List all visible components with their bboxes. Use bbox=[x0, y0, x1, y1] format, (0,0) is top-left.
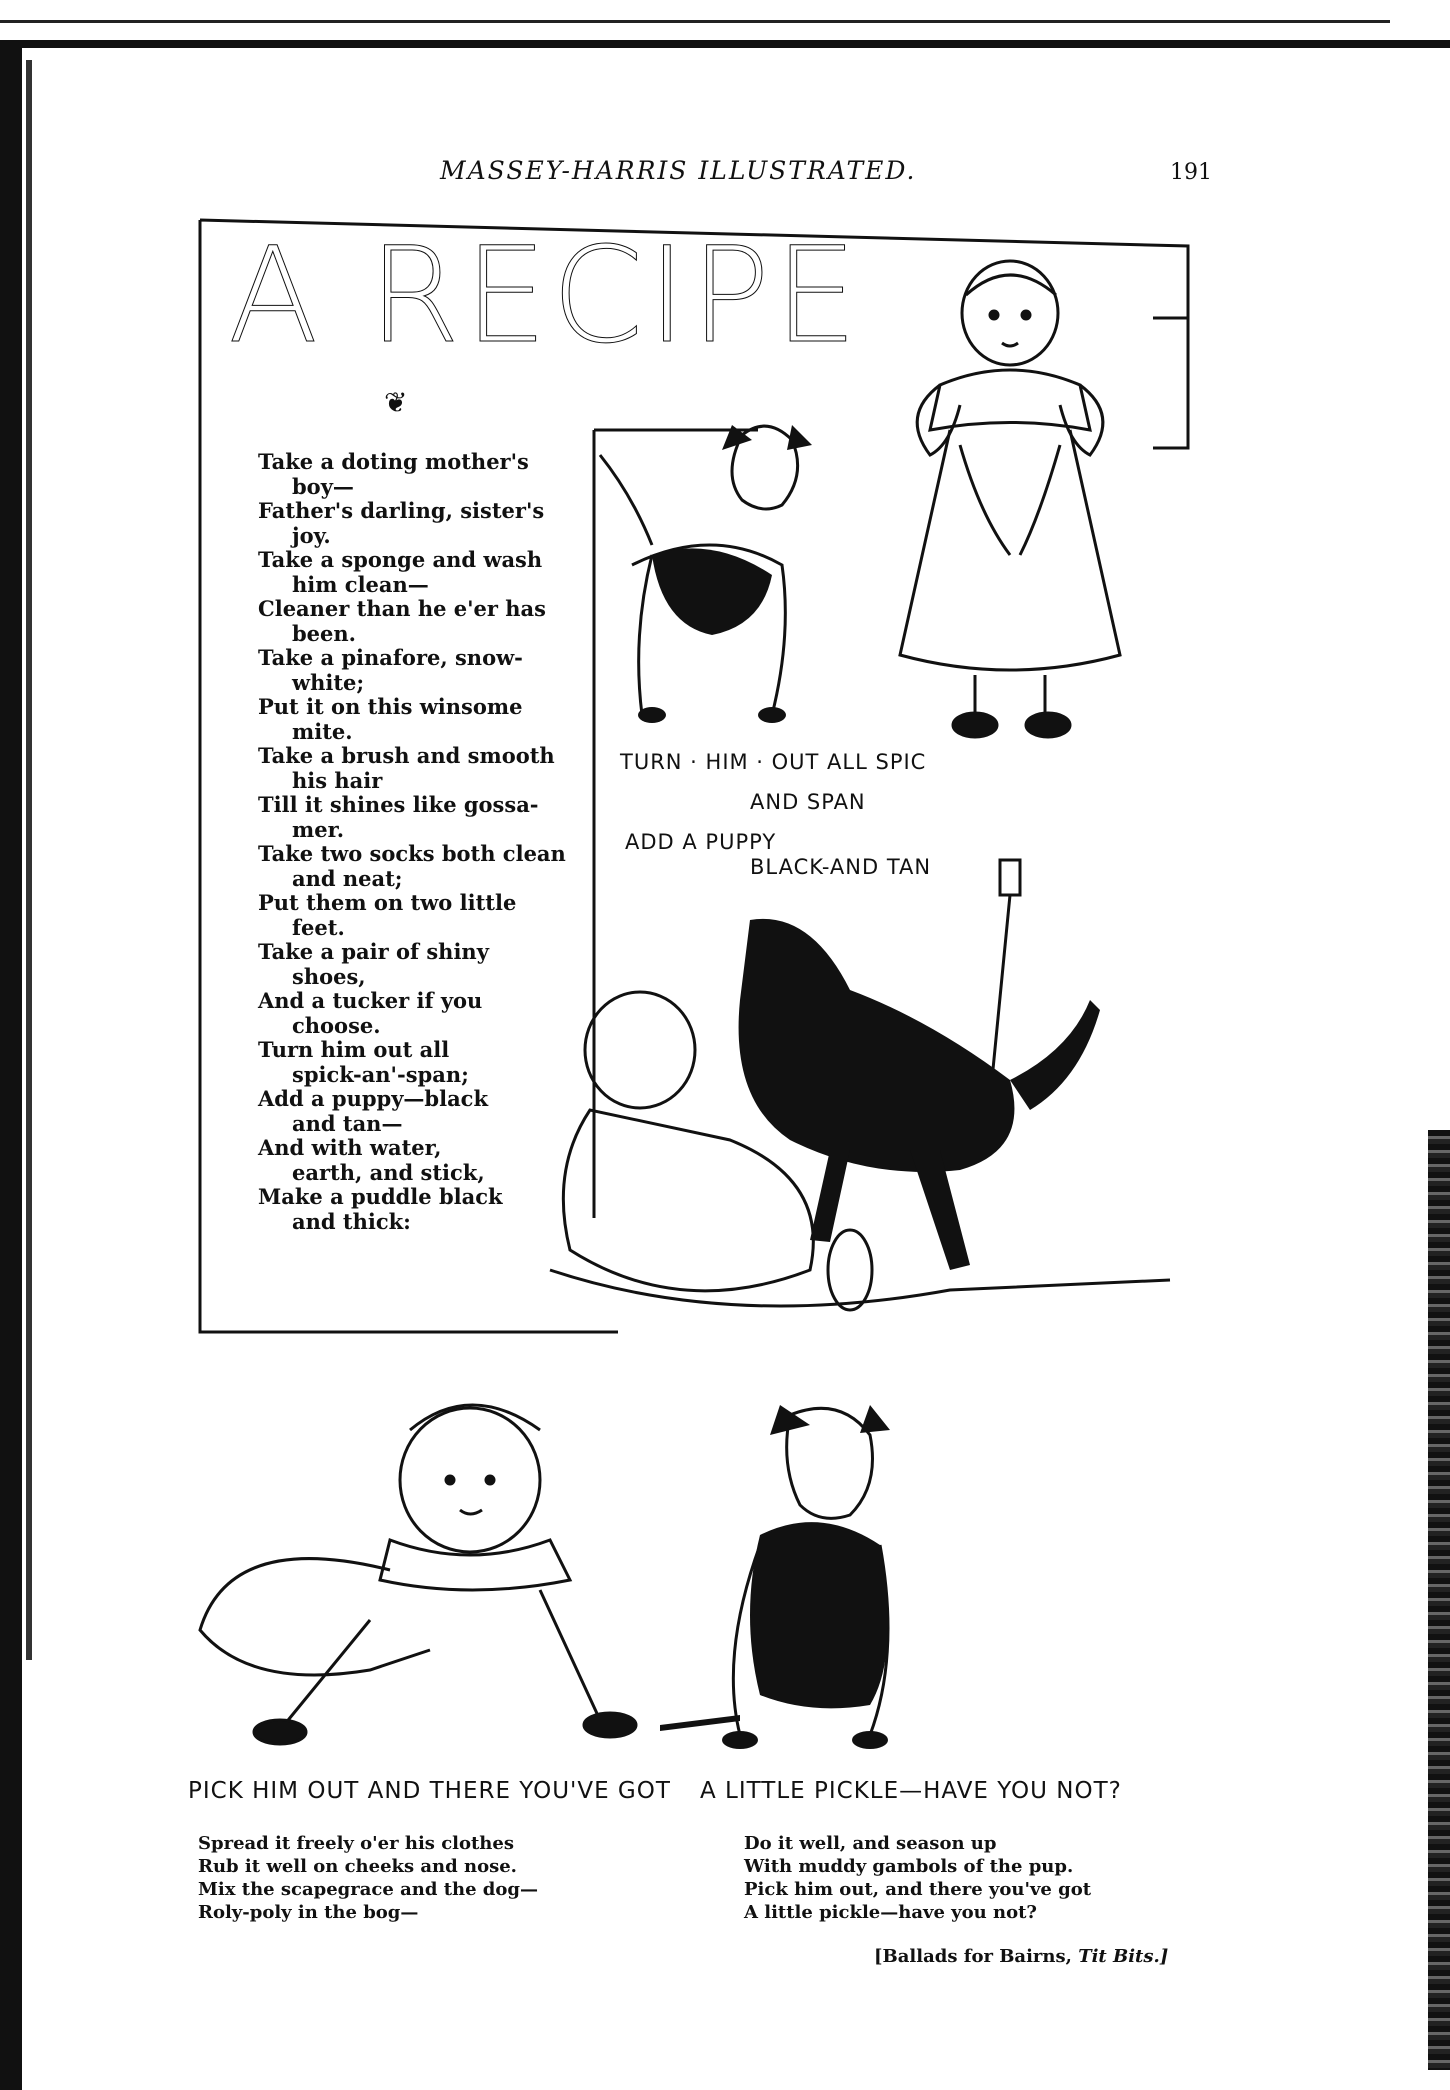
poem-line: been. bbox=[292, 620, 356, 646]
poem-line: feet. bbox=[292, 914, 345, 940]
poem-line: mer. bbox=[292, 816, 345, 842]
poem-line: Make a puddle black bbox=[258, 1184, 503, 1209]
stanza-line: With muddy gambols of the pup. bbox=[744, 1856, 1074, 1877]
illustration-label-line1: TURN · HIM · OUT ALL SPIC bbox=[620, 750, 927, 774]
poem-line: boy— bbox=[292, 473, 354, 499]
page-number: 191 bbox=[1170, 160, 1212, 185]
stanza-line: Do it well, and season up bbox=[744, 1833, 997, 1854]
poem-line: Turn him out all bbox=[258, 1037, 450, 1062]
poem-line: and tan— bbox=[292, 1110, 403, 1136]
left-scan-shadow bbox=[26, 60, 32, 1660]
poem-line: Take a pinafore, snow- bbox=[258, 645, 523, 670]
poem-line: spick-an'-span; bbox=[292, 1061, 469, 1087]
poem-line: And with water, bbox=[258, 1135, 442, 1160]
poem-line: shoes, bbox=[292, 963, 366, 989]
stanza-line: Roly-poly in the bog— bbox=[198, 1902, 419, 1923]
poem-line: Take a pair of shiny bbox=[258, 939, 489, 964]
top-scan-rule bbox=[0, 20, 1390, 23]
running-header-title: MASSEY-HARRIS ILLUSTRATED. bbox=[440, 156, 917, 185]
credit-prefix: [Ballads for Bairns, bbox=[874, 1946, 1072, 1967]
poem-line: earth, and stick, bbox=[292, 1159, 485, 1185]
poem-line: mite. bbox=[292, 718, 353, 744]
poem-line: white; bbox=[292, 669, 365, 695]
caption-right: A LITTLE PICKLE—HAVE YOU NOT? bbox=[700, 1778, 1122, 1804]
stanza-line: A little pickle—have you not? bbox=[744, 1902, 1037, 1923]
top-border-rule bbox=[0, 40, 1450, 48]
illustration-label-line4: BLACK-AND TAN bbox=[750, 855, 932, 879]
credit-source: Tit Bits.] bbox=[1078, 1946, 1169, 1967]
poem-line: Add a puppy—black bbox=[258, 1086, 489, 1111]
crawling-child-illustration bbox=[170, 1370, 640, 1750]
caption-left: PICK HIM OUT AND THERE YOU'VE GOT bbox=[188, 1778, 671, 1804]
stanza-line: Rub it well on cheeks and nose. bbox=[198, 1856, 517, 1877]
poem-line: joy. bbox=[292, 522, 331, 548]
poem-line: Put them on two little bbox=[258, 890, 517, 915]
fleuron-ornament: ❦ bbox=[384, 386, 408, 419]
recipe-heading: A RECIPE bbox=[228, 219, 862, 373]
stanza-line: Spread it freely o'er his clothes bbox=[198, 1833, 514, 1854]
poem-line: Put it on this winsome bbox=[258, 694, 523, 719]
stanza-line: Pick him out, and there you've got bbox=[744, 1879, 1092, 1900]
illustration-label-line2: AND SPAN bbox=[750, 790, 866, 814]
stanza-right bbox=[744, 1832, 1091, 1924]
poem-line: Till it shines like gossa- bbox=[258, 792, 539, 817]
poem-line: choose. bbox=[292, 1012, 381, 1038]
poem-line: his hair bbox=[292, 767, 383, 793]
stanza-line: Mix the scapegrace and the dog— bbox=[198, 1879, 538, 1900]
stanza-left bbox=[198, 1832, 538, 1924]
illustration-label-line3: ADD A PUPPY bbox=[625, 830, 777, 854]
credit-line bbox=[874, 1946, 1168, 1967]
poem-line: Take a doting mother's bbox=[258, 449, 529, 474]
sitting-terrier-illustration bbox=[640, 1395, 960, 1755]
poem-line: Cleaner than he e'er has bbox=[258, 596, 546, 621]
terrier-illustration bbox=[592, 415, 852, 735]
poem-line: Father's darling, sister's bbox=[258, 498, 545, 523]
poem-line: and thick: bbox=[292, 1208, 411, 1234]
child-and-dog-tumbling-illustration bbox=[530, 850, 1190, 1350]
poem-line: him clean— bbox=[292, 571, 429, 597]
poem-line: Take a sponge and wash bbox=[258, 547, 543, 572]
poem-line: Take a brush and smooth bbox=[258, 743, 555, 768]
poem-line: Take two socks both clean bbox=[258, 841, 566, 866]
girl-illustration bbox=[870, 255, 1180, 755]
left-scan-edge bbox=[0, 40, 22, 2090]
poem-line: And a tucker if you bbox=[258, 988, 483, 1013]
recipe-poem bbox=[258, 449, 566, 1234]
poem-line: and neat; bbox=[292, 865, 403, 891]
right-scan-edge bbox=[1428, 1130, 1450, 2070]
